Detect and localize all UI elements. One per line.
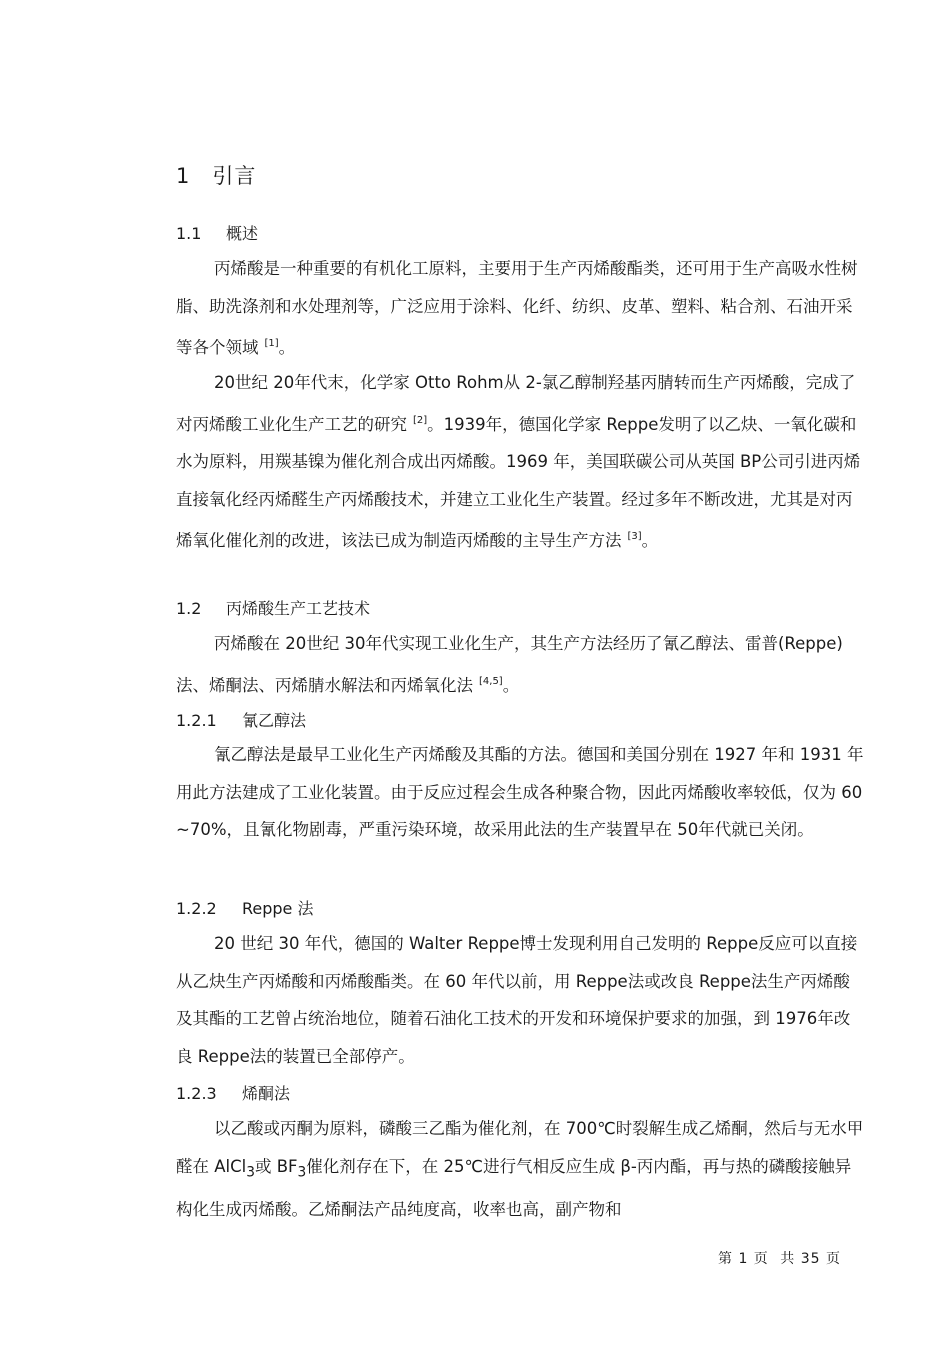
paragraph-end: 。 — [502, 675, 520, 695]
paragraph-overview-1 — [176, 250, 866, 367]
paragraph-text-b: 或 BF — [254, 1156, 298, 1176]
paragraph-reppe — [176, 925, 866, 1075]
page-footer — [718, 1248, 847, 1268]
paragraph-process-overview — [176, 625, 866, 704]
citation-ref: [2] — [413, 414, 428, 426]
paragraph-text: 氰乙醇法是最早工业化生产丙烯酸及其酯的方法。德国和美国分别在 1927 年和 1931 年用此方法建成了工业化装置。由于反应过程会生成各种聚合物，因此丙烯酸收率较低，仅为 60~70%，且氰化物剧毒，严重污染环境，故采用此法的生产装置早在 50年代就已关闭。 — [176, 745, 864, 839]
subsection-title: Reppe 法 — [242, 899, 314, 918]
section-heading-1-1 — [176, 221, 258, 244]
section-number: 1.1 — [176, 224, 202, 243]
subsection-heading-1-2-1 — [176, 708, 306, 731]
subscript: 3 — [297, 1163, 307, 1180]
paragraph-text-a: 20世纪 20年代末，化学家 Otto Rohm从 2-氯乙醇制羟基丙腈转而生产丙烯酸，完成了对丙烯酸工业化生产工艺的研究 — [176, 373, 856, 434]
paragraph-ketene — [176, 1110, 866, 1229]
citation-ref: [1] — [264, 338, 279, 349]
paragraph-end: 。 — [278, 338, 296, 357]
subscript: 3 — [246, 1163, 255, 1180]
subsection-title: 烯酮法 — [242, 1084, 291, 1103]
chapter-number: 1 — [176, 164, 191, 188]
paragraph-text-c: 催化剂存在下，在 25℃进行气相反应生成 β-丙内酯，再与热的磷酸接触异构化生成丙烯酸。乙烯酮法产品纯度高，收率也高，副产物和 — [176, 1156, 852, 1220]
chapter-title: 引言 — [212, 164, 257, 188]
section-title: 概述 — [226, 224, 259, 243]
subsection-number: 1.2.1 — [176, 711, 217, 730]
section-heading-1-2 — [176, 596, 370, 619]
section-number: 1.2 — [176, 599, 202, 618]
subsection-number: 1.2.3 — [176, 1084, 217, 1103]
subsection-heading-1-2-3 — [176, 1081, 290, 1104]
paragraph-text-b: 。1939年，德国化学家 Reppe发明了以乙炔、一氧化碳和水为原料，用羰基镍为催化剂合成出丙烯酸。1969 年，美国联碳公司从英国 BP公司引进丙烯直接氧化经丙烯醛生产丙烯酸技术，并建立工业化生产装置。经过多年不断改进，尤其是对丙烯氧化催化剂的改进，该法已成为制造丙烯酸的主导生产方法 — [176, 414, 861, 550]
paragraph-end: 。 — [641, 531, 659, 550]
section-title: 丙烯酸生产工艺技术 — [226, 599, 371, 618]
paragraph-overview-2 — [176, 364, 866, 560]
subsection-number: 1.2.2 — [176, 899, 217, 918]
subsection-heading-1-2-2 — [176, 896, 314, 919]
subsection-title: 氰乙醇法 — [242, 711, 307, 730]
paragraph-text: 丙烯酸是一种重要的有机化工原料，主要用于生产丙烯酸酯类，还可用于生产高吸水性树脂、助洗涤剂和水处理剂等，广泛应用于涂料、化纤、纺织、皮革、塑料、粘合剂、石油开采等各个领域 — [176, 259, 858, 357]
paragraph-text-a: 以乙酸或丙酮为原料，磷酸三乙酯为催化剂，在 700℃时裂解生成乙烯酮，然后与无水甲醛在 AlCl — [176, 1119, 864, 1176]
paragraph-cyanoethanol — [176, 736, 866, 849]
citation-ref: [4,5] — [479, 675, 503, 687]
paragraph-text: 20 世纪 30 年代，德国的 Walter Reppe博士发现利用自己发明的 Reppe反应可以直接从乙炔生产丙烯酸和丙烯酸酯类。在 60 年代以前，用 Reppe法或改良 Reppe法生产丙烯酸及其酯的工艺曾占统治地位，随着石油化工技术的开发和环境保护要求的加强，到 1976年改良 Reppe法的装置已全部停产。 — [176, 934, 858, 1066]
total-pages: 共 35 页 — [780, 1251, 841, 1267]
page-number: 第 1 页 — [718, 1251, 769, 1267]
citation-ref: [3] — [627, 531, 642, 542]
chapter-heading — [176, 160, 256, 190]
paragraph-text: 丙烯酸在 20世纪 30年代实现工业化生产，其生产方法经历了氰乙醇法、雷普(Reppe)法、烯酮法、丙烯腈水解法和丙烯氧化法 — [176, 634, 843, 695]
